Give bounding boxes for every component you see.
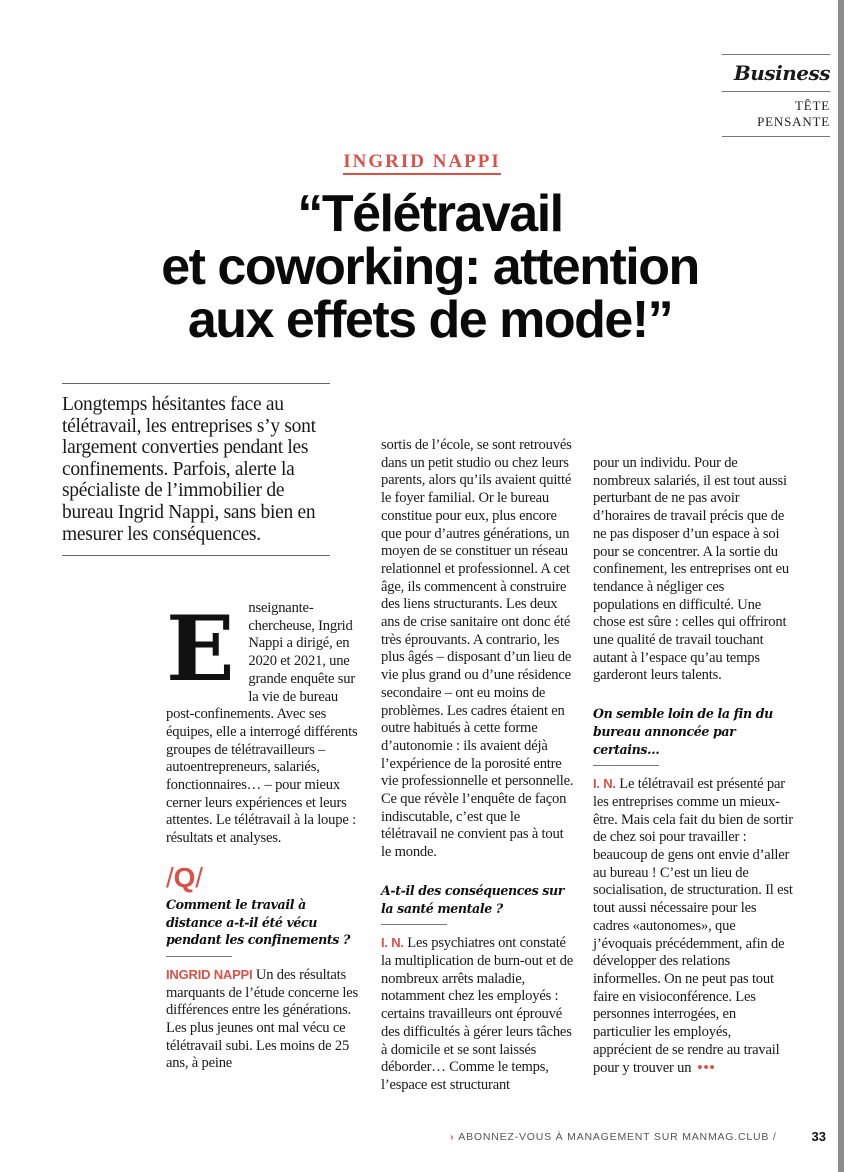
answer-2-part-1 [381,934,575,1094]
answer-3-text: Le télétravail est présenté par les entreprises comme un mieux-être. Mais cela fait du bien de sortir de chez soi pour travailler : beaucoup de gens ont envie d’aller au bureau ! C’est un lieu de socialisation, de structuration. Il est tout aussi nécessaire pour les cadres «autonomes», que j’évoquais précédemment, afin de développer des relations informelles. On ne peut pas tout faire en visioconférence. Les personnes interrogées, en particulier les employés, apprécient de se rendre au travail pour y trouver un [593,776,793,1076]
question-2-rule [381,924,447,925]
q-letter: Q [173,861,196,893]
q-marker [166,862,358,894]
speaker-label: I. N. [593,776,616,792]
column-3 [593,455,793,1077]
answer-2-part-2: pour un individu. Pour de nombreux salariés, il est tout aussi perturbant de ne pas avoir d’horaires de travail précis que de ne pas disposer d’un espace à soi pour se concentrer. A la sortie du confinement, les entreprises ont eu tendance à négliger ces populations en difficulté. Une chose est sûre : celles qui offriront une qualité de travail touchant autant à l’espace qu’au temps garderont leurs talents. [593,455,790,684]
speaker-label: INGRID NAPPI [166,966,253,982]
intro-block [62,383,330,556]
answer-2-text: Les psychiatres ont constaté la multiplication de burn-out et de nombreux arrêts maladie, notamment chez les employés : certains travailleurs ont éprouvé des difficultés à gérer leurs tâches à domicile et se sont laissés déborder… Comme le temps, l’espace est structurant [381,935,573,1093]
lead-text: nseignante-chercheuse, Ingrid Nappi a dirigé, en 2020 et 2021, une grande enquête sur la vie de bureau post-confinements. Avec ses équipes, elle a interrogé différents groupes de télétravailleurs – autoentrepreneurs, salariés, fonctionnaires… – pour mieux cerner leurs expériences et leurs attentes. Le télétravail à la loupe : résultats et analyses. [166,600,358,847]
headline-line: aux effets de mode!” [187,291,673,347]
subsection-label [722,92,830,136]
speaker-label: I. N. [381,935,404,951]
answer-1-part-1 [166,966,358,1073]
question-3: On semble loin de la fin du bureau annoncée par certains… [593,706,773,757]
subsection-line-1: TÊTE [795,98,830,113]
footer-arrow-icon: › [450,1131,455,1143]
column-2 [381,437,575,1095]
byline-name: INGRID NAPPI [343,151,501,175]
answer-1-part-2: sortis de l’école, se sont retrouvés dans un petit studio ou chez leurs parents, alors qu’ils avaient quitté le foyer familial. Or le bureau constitue pour eux, plus encore que pour d’autres générations, un moyen de se constituer un réseau relationnel et professionnel. A cet âge, ils commencent à construire des liens structurants. Les deux ans de crise sanitaire ont donc été très éprouvants. A contrario, les plus âgés – disposant d’un lieu de vie plus grand ou d’une résidence secondaire – ont eu moins de problèmes. Les cadres étaient en outre habitués à cette forme d’autonomie : ils avaient déjà l’expérience de la porosité entre vie professionnelle et personnelle. Ce que révèle l’enquête de façon indiscutable, c’est que le télétravail ne convient pas à tout le monde. [381,437,574,861]
answer-3 [593,775,793,1077]
subscribe-link[interactable]: ABONNEZ-VOUS À MANAGEMENT SUR MANMAG.CLUB / [458,1131,777,1143]
page-number: 33 [811,1129,826,1144]
question-1-rule [166,956,232,957]
continue-dots-icon: ••• [697,1059,716,1076]
page-edge [838,0,844,1172]
question-1: Comment le travail à distance a-t-il été vécu pendant les confinements ? [166,896,350,948]
intro-bottom-rule [62,555,330,556]
headline-line: et coworking: attention [161,238,699,296]
answer-1-text: Un des résultats marquants de l’étude concerne les différences entre les générations. Les plus jeunes ont mal vécu ce télétravail subi. Les moins de 25 ans, à peine [166,966,358,1072]
lead-paragraph [166,596,358,848]
q-slash-left: / [166,861,174,893]
drop-cap: E [166,596,235,702]
q-slash-right: / [195,861,203,893]
intro-top-rule [62,383,330,384]
question-2: A-t-il des conséquences sur la santé mentale ? [381,882,564,916]
section-title: Business [733,61,830,85]
subsection-line-2: PENSANTE [757,114,830,129]
rubric-bottom-rule [722,136,830,137]
headline [30,188,830,347]
section-rubric [722,54,830,137]
headline-line: “Télétravail [297,188,563,243]
page-footer [450,1128,834,1146]
byline [0,150,844,175]
headline-text [30,188,830,347]
intro-text: Longtemps hésitantes face au télétravail, les entreprises s’y sont largement converties pendant les confinements. Parfois, alerte la spécialiste de l’immobilier de bureau Ingrid Nappi, sans bien en mesurer les conséquences. [62,394,316,545]
question-3-rule [593,765,659,766]
column-1 [166,596,358,1073]
